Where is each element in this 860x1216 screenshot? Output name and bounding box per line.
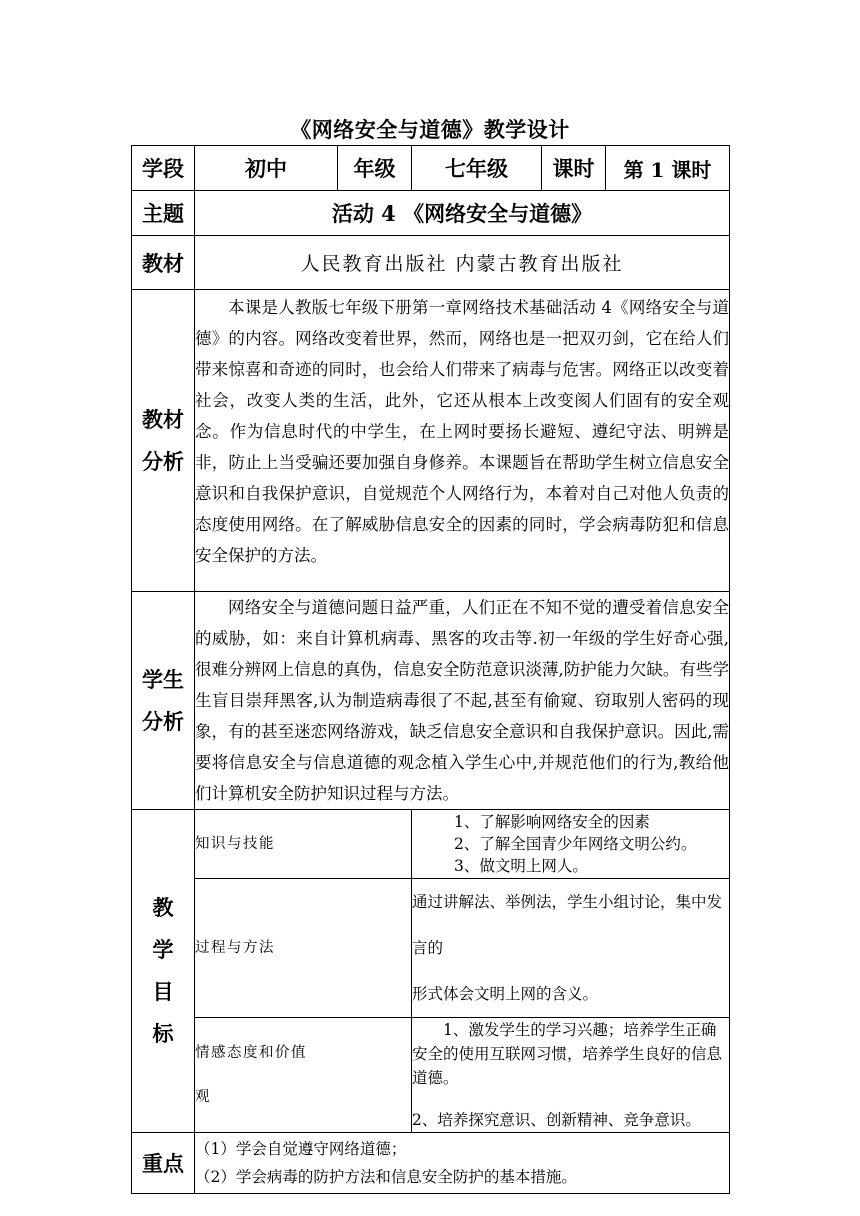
row-goal-process xyxy=(132,879,730,1018)
textbook-analysis-label-line2: 分析 xyxy=(142,448,184,474)
goals-label-char: 教 xyxy=(152,895,174,920)
key-points-cell xyxy=(195,1133,730,1194)
row-goal-attitude xyxy=(132,1018,730,1133)
row-key-points xyxy=(132,1133,730,1194)
attitude-label-line2: 观 xyxy=(195,1089,211,1105)
goals-label xyxy=(132,810,195,1133)
textbook-value: 人民教育出版社 内蒙古教育出版社 xyxy=(195,236,730,290)
student-analysis-cell xyxy=(195,592,730,810)
key-point-item: （2）学会病毒的防护方法和信息安全防护的基本措施。 xyxy=(195,1168,577,1186)
attitude-cell xyxy=(412,1018,730,1133)
process-label: 过程与方法 xyxy=(195,879,412,1018)
textbook-analysis-label xyxy=(132,290,195,592)
attitude-line: 2、培养探究意识、创新精神、竞争意识。 xyxy=(412,1111,701,1129)
theme-value: 活动 4 《网络安全与道德》 xyxy=(195,191,730,236)
student-analysis-label xyxy=(132,592,195,810)
stage-label: 学段 xyxy=(132,146,195,191)
process-line: 通过讲解法、举例法，学生小组讨论，集中发言的 xyxy=(412,893,723,957)
grade-label: 年级 xyxy=(338,146,412,191)
row-student-analysis xyxy=(132,592,730,810)
textbook-analysis-label-line1: 教材 xyxy=(142,406,184,432)
knowledge-label: 知识与技能 xyxy=(195,810,412,879)
textbook-analysis-text: 本课是人教版七年级下册第一章网络技术基础活动 4《网络安全与道德》的内容。网络改变着世界，然而，网络也是一把双刃剑，它在给人们带来惊喜和奇迹的同时，也会给人们带来了病毒与危害。网络正以改变着社会，改变人类的生活，此外，它还从根本上改变阂人们固有的安全观念。作为信息时代的中学生，在上网时要扬长避短、遵纪守法、明辨是非，防止上当受骗还要加强自身修养。本课题旨在帮助学生树立信息安全意识和自我保护意识，自觉规范个人网络行为，本着对自己对他人负责的态度使用网络。在了解威胁信息安全的因素的同时，学会病毒防犯和信息安全保护的方法。 xyxy=(195,298,729,565)
goals-label-char: 目 xyxy=(152,979,174,1004)
attitude-line: 1、激发学生的学习兴趣；培养学生正确安全的使用互联网习惯，培养学生良好的信息道德。 xyxy=(412,1021,723,1087)
textbook-analysis-cell xyxy=(195,290,730,592)
process-line: 形式体会文明上网的含义。 xyxy=(412,985,599,1003)
student-analysis-label-line1: 学生 xyxy=(142,666,184,692)
row-textbook xyxy=(132,236,730,290)
process-cell xyxy=(412,879,730,1018)
grade-value: 七年级 xyxy=(412,146,542,191)
student-analysis-text: 网络安全与道德问题日益严重，人们正在不知不觉的遭受着信息安全的威胁，如：来自计算机病毒、黑客的攻击等.初一年级的学生好奇心强,很难分辨网上信息的真伪，信息安全防范意识淡薄,防护能力欠缺。有些学生盲目崇拜黑客,认为制造病毒很了不起,甚至有偷窥、窃取别人密码的现象，有的甚至迷恋网络游戏，缺乏信息安全意识和自我保护意识。因此,需要将信息安全与信息道德的观念植入学生心中,并规范他们的行为,教给他们计算机安全防护知识过程与方法。 xyxy=(195,598,729,803)
row-goal-knowledge xyxy=(132,810,730,879)
knowledge-item: 2、了解全国青少年网络文明公约。 xyxy=(454,835,697,853)
attitude-label xyxy=(195,1018,412,1133)
knowledge-cell xyxy=(412,810,730,879)
student-analysis-label-line2: 分析 xyxy=(142,708,184,734)
attitude-label-line1: 情感态度和价值 xyxy=(195,1045,307,1061)
knowledge-item: 1、了解影响网络安全的因素 xyxy=(454,813,650,831)
textbook-label: 教材 xyxy=(132,236,195,290)
theme-label: 主题 xyxy=(132,191,195,236)
key-point-item: （1）学会自觉遵守网络道德； xyxy=(195,1140,407,1158)
row-theme xyxy=(132,191,730,236)
goals-label-char: 标 xyxy=(152,1021,174,1046)
period-value: 第 1 课时 xyxy=(606,146,730,191)
lesson-plan-table xyxy=(131,145,730,1194)
row-textbook-analysis xyxy=(132,290,730,592)
goals-label-char: 学 xyxy=(152,937,174,962)
row-basic-info xyxy=(132,146,730,191)
key-points-label: 重点 xyxy=(132,1133,195,1194)
stage-value: 初中 xyxy=(195,146,338,191)
period-label: 课时 xyxy=(542,146,606,191)
knowledge-item: 3、做文明上网人。 xyxy=(454,857,588,875)
page-title: 《网络安全与道德》教学设计 xyxy=(290,117,570,142)
